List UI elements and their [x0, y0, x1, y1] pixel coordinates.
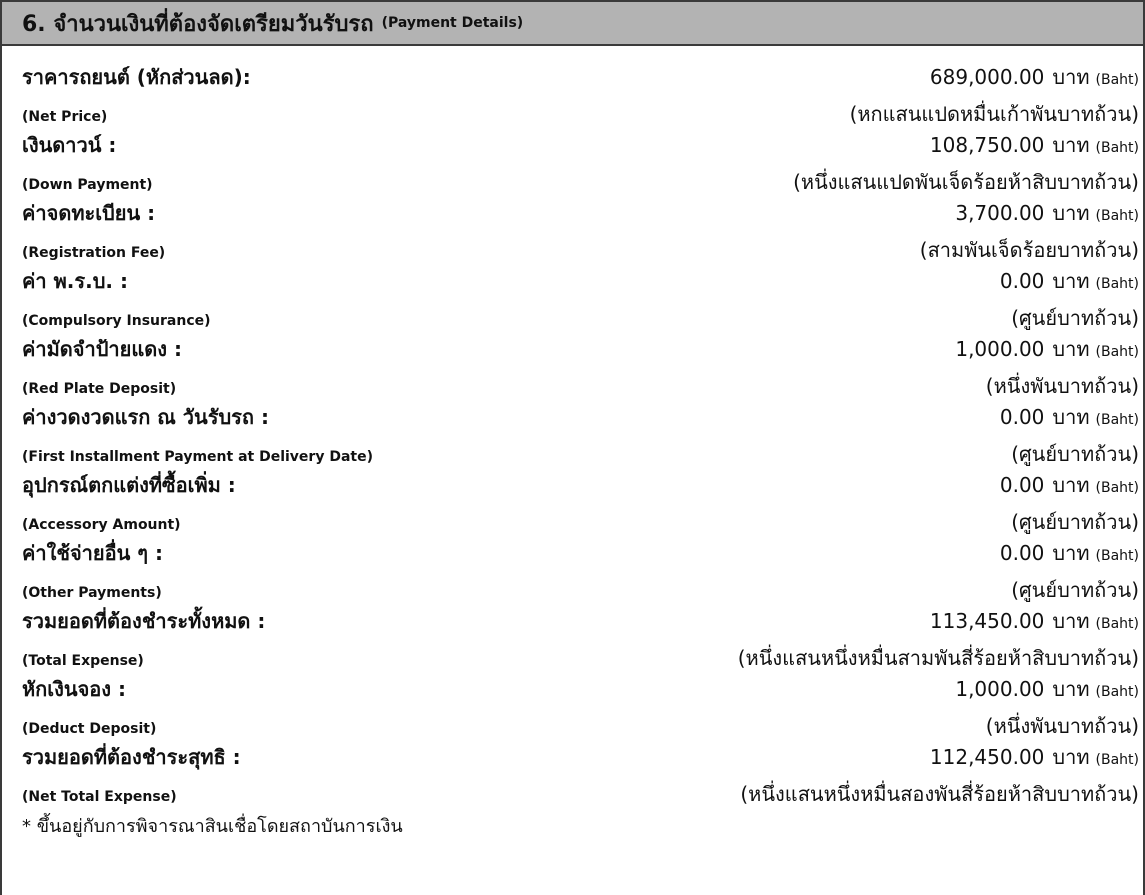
payment-row: [22, 469, 1139, 537]
payment-row-sub: [22, 370, 1139, 401]
payment-row-main: [22, 605, 1139, 642]
payment-row: [22, 197, 1139, 265]
payment-amount-group: [955, 197, 1139, 229]
payment-amount-group: [930, 605, 1139, 637]
unit-english: (Baht): [1095, 684, 1139, 700]
payment-row: [22, 741, 1139, 809]
payment-label-en: (Compulsory Insurance): [22, 313, 211, 329]
unit-english: (Baht): [1095, 480, 1139, 496]
payment-row-main: [22, 401, 1139, 438]
payment-label-en: (Deduct Deposit): [22, 721, 157, 737]
payment-row-sub: [22, 166, 1139, 197]
unit-thai: บาท: [1052, 65, 1090, 89]
payment-amount-words: (ศูนย์บาทถ้วน): [1011, 442, 1139, 466]
unit-thai: บาท: [1052, 541, 1090, 565]
payment-amount: 0.00: [999, 473, 1045, 497]
payment-amount-group: [1000, 265, 1139, 297]
payment-amount: 3,700.00: [955, 201, 1045, 225]
payment-amount-words: (ศูนย์บาทถ้วน): [1011, 306, 1139, 330]
payment-row-sub: [22, 778, 1139, 809]
payment-amount-group: [1000, 401, 1139, 433]
payment-row-sub: [22, 302, 1139, 333]
unit-thai: บาท: [1052, 473, 1090, 497]
payment-label-en: (Total Expense): [22, 653, 144, 669]
payment-row-sub: [22, 438, 1139, 469]
payment-row-main: [22, 469, 1139, 506]
unit-english: (Baht): [1095, 412, 1139, 428]
unit-english: (Baht): [1095, 72, 1139, 88]
payment-amount-group: [930, 61, 1139, 93]
payment-amount-words: (หนึ่งพันบาทถ้วน): [985, 714, 1139, 738]
payment-amount: 112,450.00: [929, 745, 1045, 769]
payment-amount-group: [955, 333, 1139, 365]
payment-amount-group: [930, 741, 1139, 773]
payment-amount-words: (หกแสนแปดหมื่นเก้าพันบาทถ้วน): [849, 102, 1139, 126]
payment-amount: 689,000.00: [929, 65, 1045, 89]
unit-thai: บาท: [1052, 269, 1090, 293]
unit-english: (Baht): [1095, 140, 1139, 156]
payment-amount-group: [1000, 469, 1139, 501]
unit-english: (Baht): [1095, 752, 1139, 768]
unit-english: (Baht): [1095, 548, 1139, 564]
payment-label-th: ค่าจดทะเบียน :: [22, 201, 156, 225]
unit-thai: บาท: [1052, 337, 1090, 361]
payment-label-th: ค่ามัดจำป้ายแดง :: [22, 337, 182, 361]
payment-list: [0, 46, 1145, 895]
payment-label-th: ค่าใช้จ่ายอื่น ๆ :: [22, 541, 163, 565]
payment-label-th: อุปกรณ์ตกแต่งที่ซื้อเพิ่ม :: [22, 473, 236, 497]
payment-label-th: ค่างวดงวดแรก ณ วันรับรถ :: [22, 405, 269, 429]
payment-label-en: (Registration Fee): [22, 245, 166, 261]
payment-amount-group: [955, 673, 1139, 705]
footnote: * ขึ้นอยู่กับการพิจารณาสินเชื่อโดยสถาบันการเงิน: [22, 816, 403, 837]
payment-row-main: [22, 333, 1139, 370]
payment-label-en: (Other Payments): [22, 585, 162, 601]
payment-amount-words: (หนึ่งพันบาทถ้วน): [985, 374, 1139, 398]
payment-items: [22, 61, 1139, 809]
payment-amount-group: [930, 129, 1139, 161]
payment-row-sub: [22, 506, 1139, 537]
payment-row-main: [22, 673, 1139, 710]
payment-amount: 108,750.00: [929, 133, 1045, 157]
unit-english: (Baht): [1095, 344, 1139, 360]
payment-amount-group: [1000, 537, 1139, 569]
unit-thai: บาท: [1052, 609, 1090, 633]
payment-row-sub: [22, 710, 1139, 741]
unit-thai: บาท: [1052, 133, 1090, 157]
payment-amount: 113,450.00: [929, 609, 1045, 633]
payment-row: [22, 401, 1139, 469]
payment-amount-words: (หนึ่งแสนแปดพันเจ็ดร้อยห้าสิบบาทถ้วน): [793, 170, 1139, 194]
payment-amount-words: (หนึ่งแสนหนึ่งหมื่นสองพันสี่ร้อยห้าสิบบาทถ้วน): [740, 782, 1139, 806]
payment-label-en: (Net Price): [22, 109, 108, 125]
payment-row: [22, 537, 1139, 605]
section-subtitle: (Payment Details): [381, 15, 524, 31]
payment-row-main: [22, 197, 1139, 234]
payment-row-sub: [22, 642, 1139, 673]
section-header: [0, 0, 1145, 46]
payment-row-sub: [22, 234, 1139, 265]
payment-amount: 0.00: [999, 269, 1045, 293]
payment-amount: 0.00: [999, 541, 1045, 565]
payment-amount: 1,000.00: [955, 337, 1045, 361]
unit-english: (Baht): [1095, 208, 1139, 224]
payment-row-main: [22, 741, 1139, 778]
payment-label-en: (First Installment Payment at Delivery Date): [22, 449, 373, 465]
payment-row: [22, 129, 1139, 197]
payment-label-th: ราคารถยนต์ (หักส่วนลด):: [22, 65, 251, 89]
payment-row-sub: [22, 574, 1139, 605]
unit-thai: บาท: [1052, 745, 1090, 769]
payment-row-main: [22, 129, 1139, 166]
payment-label-en: (Accessory Amount): [22, 517, 181, 533]
payment-row: [22, 265, 1139, 333]
unit-english: (Baht): [1095, 276, 1139, 292]
payment-label-en: (Net Total Expense): [22, 789, 177, 805]
payment-label-en: (Down Payment): [22, 177, 153, 193]
payment-label-th: รวมยอดที่ต้องชำระทั้งหมด :: [22, 609, 266, 633]
payment-amount-words: (ศูนย์บาทถ้วน): [1011, 510, 1139, 534]
payment-row-sub: [22, 98, 1139, 129]
unit-thai: บาท: [1052, 677, 1090, 701]
unit-thai: บาท: [1052, 405, 1090, 429]
payment-amount-words: (ศูนย์บาทถ้วน): [1011, 578, 1139, 602]
payment-label-th: หักเงินจอง :: [22, 677, 127, 701]
payment-amount: 0.00: [999, 405, 1045, 429]
payment-amount-words: (สามพันเจ็ดร้อยบาทถ้วน): [919, 238, 1139, 262]
section-title: 6. จำนวนเงินที่ต้องจัดเตรียมวันรับรถ: [22, 11, 374, 37]
payment-label-th: เงินดาวน์ :: [22, 133, 117, 157]
payment-row-main: [22, 265, 1139, 302]
payment-amount: 1,000.00: [955, 677, 1045, 701]
payment-row-main: [22, 61, 1139, 98]
payment-amount-words: (หนึ่งแสนหนึ่งหมื่นสามพันสี่ร้อยห้าสิบบาทถ้วน): [737, 646, 1139, 670]
payment-row-main: [22, 537, 1139, 574]
payment-row: [22, 605, 1139, 673]
unit-thai: บาท: [1052, 201, 1090, 225]
payment-row: [22, 61, 1139, 129]
payment-row: [22, 673, 1139, 741]
payment-row: [22, 333, 1139, 401]
payment-label-th: ค่า พ.ร.บ. :: [22, 269, 128, 293]
payment-label-en: (Red Plate Deposit): [22, 381, 177, 397]
payment-label-th: รวมยอดที่ต้องชำระสุทธิ :: [22, 745, 241, 769]
unit-english: (Baht): [1095, 616, 1139, 632]
